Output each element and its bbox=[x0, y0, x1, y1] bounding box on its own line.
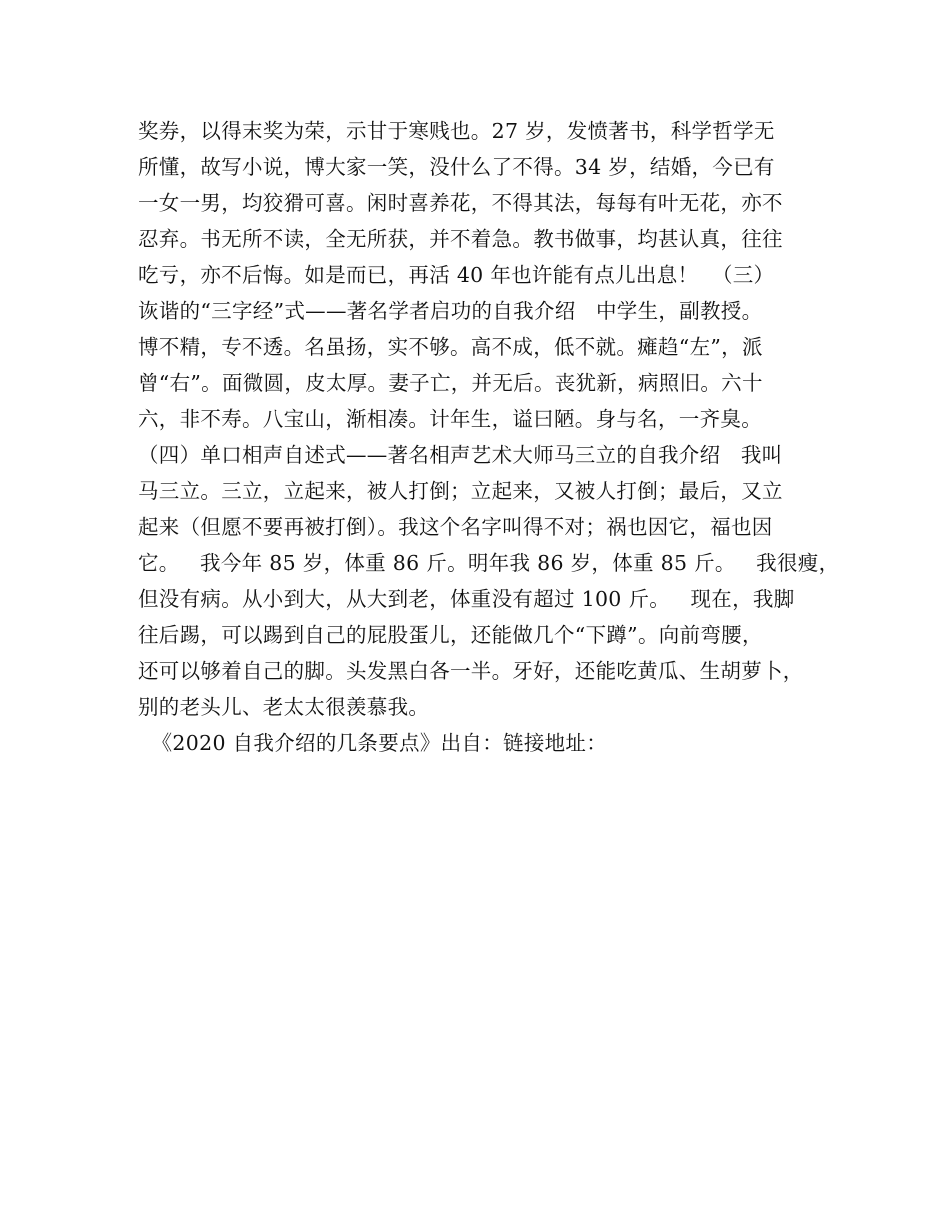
text-line: 诙谐的“三字经”式——著名学者启功的自我介绍 中学生，副教授。 bbox=[138, 299, 763, 323]
text-line: 但没有病。从小到大，从大到老，体重没有超过 100 斤。 现在，我脚 bbox=[138, 587, 795, 611]
text-line: 忍弃。书无所不读，全无所获，并不着急。教书做事，均甚认真，往往 bbox=[138, 227, 783, 251]
text-line: 博不精，专不透。名虽扬，实不够。高不成，低不就。瘫趋“左”，派 bbox=[138, 335, 763, 359]
text-line: 曾“右”。面微圆，皮太厚。妻子亡，并无后。丧犹新，病照旧。六十 bbox=[138, 371, 763, 395]
text-line: 还可以够着自己的脚。头发黑白各一半。牙好，还能吃黄瓜、生胡萝卜， bbox=[138, 659, 804, 683]
text-line: 六，非不寿。八宝山，渐相凑。计年生，谥曰陋。身与名，一齐臭。 bbox=[138, 407, 762, 431]
source-line: 《2020 自我介绍的几条要点》出自：链接地址： bbox=[138, 731, 608, 755]
text-line: 别的老头儿、老太太很羡慕我。 bbox=[138, 695, 430, 719]
text-line: 起来（但愿不要再被打倒）。我这个名字叫得不对；祸也因它，福也因 bbox=[138, 515, 773, 539]
text-line: 一女一男，均狡猾可喜。闲时喜养花，不得其法，每每有叶无花，亦不 bbox=[138, 191, 783, 215]
text-line: 往后踢，可以踢到自己的屁股蛋儿，还能做几个“下蹲”。向前弯腰， bbox=[138, 623, 763, 647]
text-line: （四）单口相声自述式——著名相声艺术大师马三立的自我介绍 我叫 bbox=[138, 443, 783, 467]
text-line: 吃亏，亦不后悔。如是而已，再活 40 年也许能有点儿出息！ （三） bbox=[138, 263, 775, 287]
text-line: 所懂，故写小说，博大家一笑，没什么了不得。34 岁，结婚，今已有 bbox=[138, 155, 775, 179]
text-line: 它。 我今年 85 岁，体重 86 斤。明年我 86 岁，体重 85 斤。 我很瘦， bbox=[138, 551, 840, 575]
text-line: 马三立。三立，立起来，被人打倒；立起来，又被人打倒；最后，又立 bbox=[138, 479, 783, 503]
text-line: 奖券，以得末奖为荣，示甘于寒贱也。27 岁，发愤著书，科学哲学无 bbox=[138, 119, 775, 143]
